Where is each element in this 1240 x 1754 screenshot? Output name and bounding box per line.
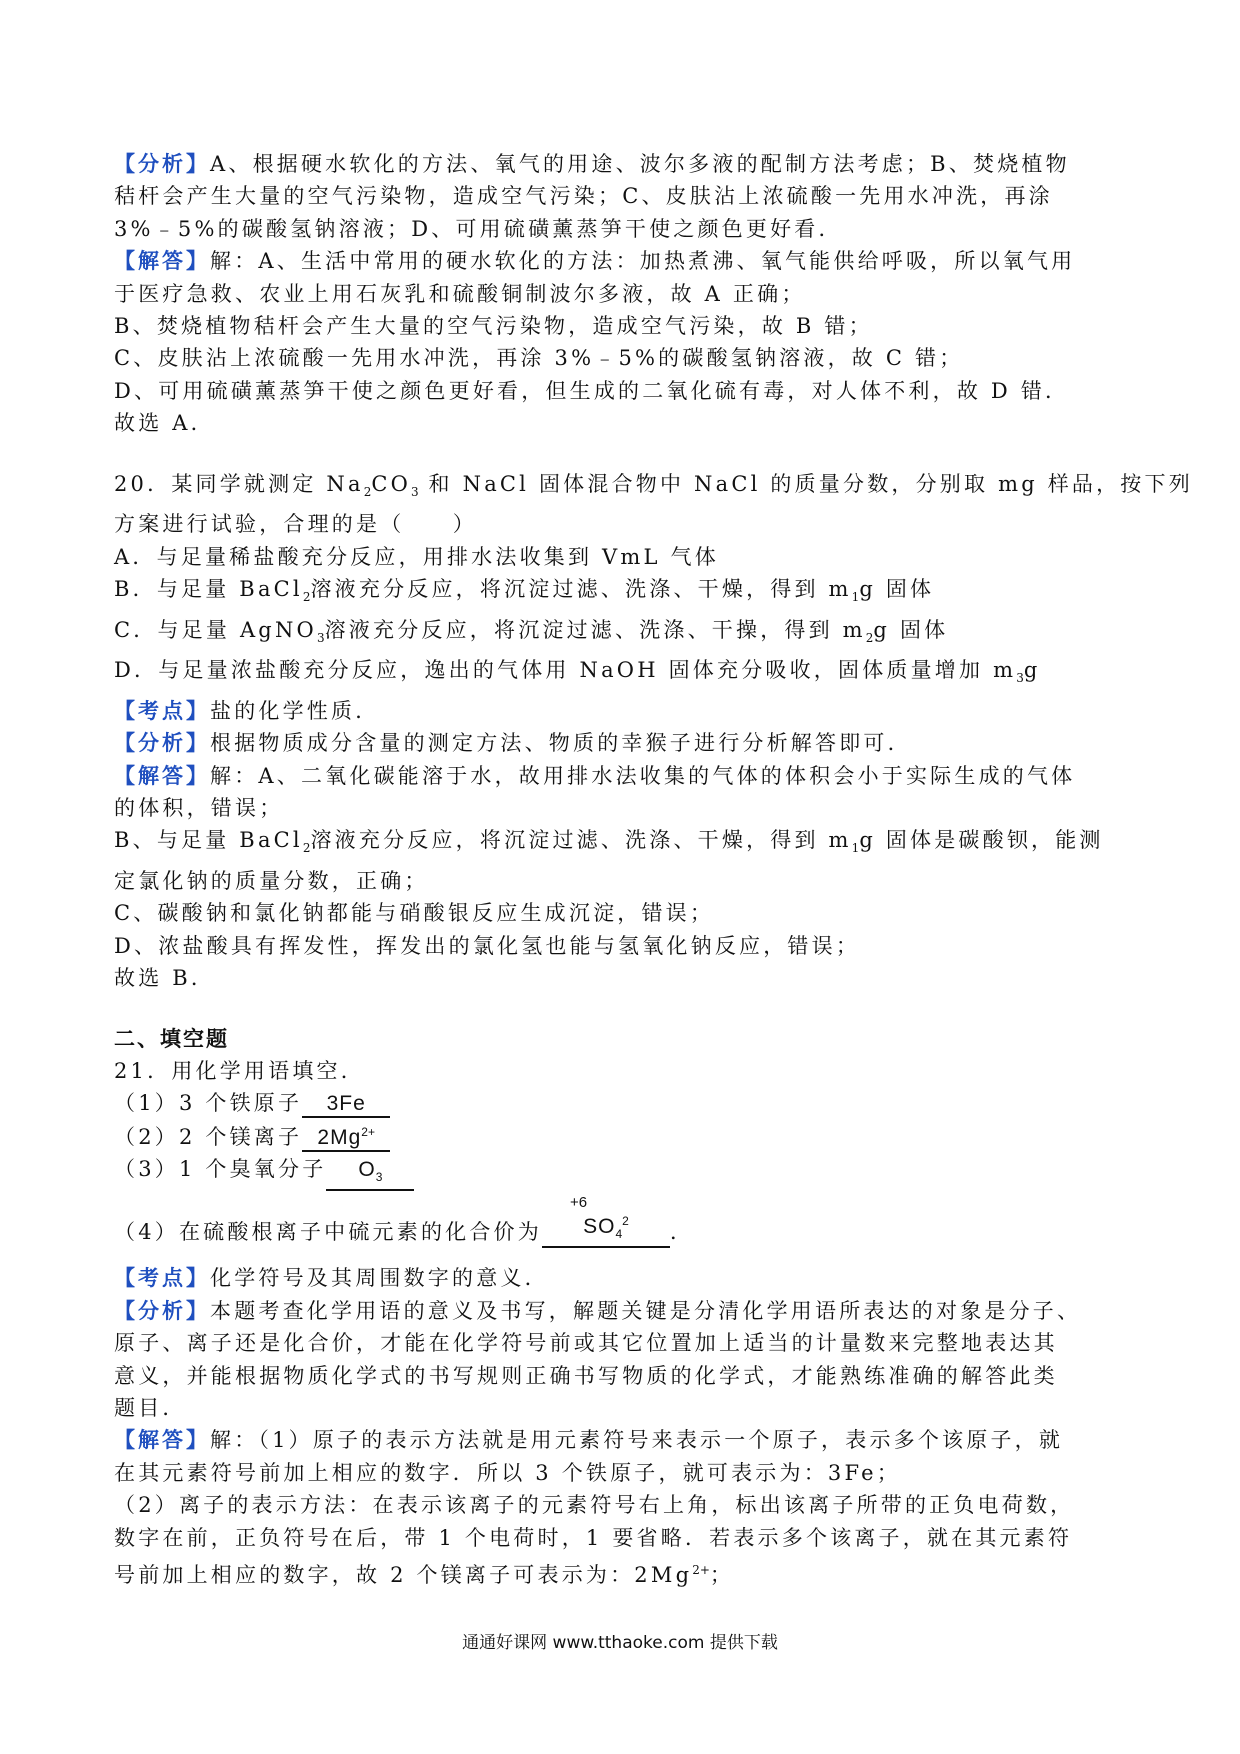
answer-text: O [358,1157,376,1181]
item-label: （4）在硫酸根离子中硫元素的化合价为 [114,1219,542,1244]
subscript: 4 [615,1227,623,1242]
answer-text: 2Mg [317,1125,362,1149]
point-tag: 【考点】 [114,1265,210,1291]
q20-point-line [114,695,1134,727]
option-text: g 固体 [873,617,949,642]
q21-item-4 [114,1194,1134,1248]
q20-solution-line-2: 的体积，错误； [114,796,284,821]
valence-formula [542,1194,670,1248]
spacer [114,440,1134,468]
q20-solution-text-1: 解：A、二氧化碳能溶于水，故用排水法收集的气体的体积会小于实际生成的气体 [210,763,1076,788]
q20-solution-line-1 [114,760,1134,792]
item-label: （1）3 个铁原子 [114,1091,303,1116]
q21-solution-line-4: 数字在前，正负符号在后，带 1 个电荷时，1 要省略．若表示多个该离子，就在其元素符 [114,1525,1073,1550]
q20-stem-text: CO [371,471,412,496]
subscript: 3 [411,484,419,499]
subscript: 2 [865,630,874,645]
q21-item-2 [114,1120,1134,1153]
q20-point-text: 盐的化学性质． [210,698,380,723]
solution-text: ； [709,1562,735,1587]
q21-point-line [114,1262,1134,1294]
q21-analysis-line-3: 意义，并能根据物质化学式的书写规则正确书写物质的化学式，才能熟练准确的解答此类 [114,1363,1058,1388]
q20-analysis-text: 根据物质成分含量的测定方法、物质的幸猴子进行分析解答即可． [210,731,912,756]
footer-credit: 通通好课网 www.tthaoke.com 提供下载 [462,1633,778,1653]
q21-solution-line-1 [114,1424,1134,1456]
q21-analysis-line-4: 题目． [114,1395,187,1420]
subscript: 1 [851,841,860,856]
q19-solution-line-4: C、皮肤沾上浓硫酸一先用水冲洗，再涂 3%﹣5%的碳酸氢钠溶液，故 C 错； [114,346,964,371]
option-text: B．与足量 BaCl [114,577,303,602]
superscript: 2+ [361,1124,375,1139]
solution-text: B、与足量 BaCl [114,828,303,853]
q20-stem-text: 和 NaCl 固体混合物中 NaCl 的质量分数，分别取 mg 样品，按下列 [418,471,1193,496]
answer-blank [326,1158,414,1191]
answer-blank [302,1120,390,1152]
document-page [114,148,1193,1591]
q21-solution-line-3: （2）离子的表示方法：在表示该离子的元素符号右上角，标出该离子所带的正负电荷数， [114,1493,1075,1518]
answer-blank: 3Fe [302,1092,390,1118]
option-text: C．与足量 AgNO [114,617,317,642]
q21-stem: 21．用化学用语填空． [114,1058,365,1083]
q21-analysis-text-1: 本题考查化学用语的意义及书写，解题关键是分清化学用语所表达的对象是分子、 [210,1298,1082,1323]
item-label: （2）2 个镁离子 [114,1124,303,1149]
q20-stem-line-1 [114,468,1193,509]
q19-analysis-line-1 [114,148,1134,180]
q19-solution-line-2: 于医疗急救、农业上用石灰乳和硫酸铜制波尔多液，故 A 正确； [114,281,806,306]
analysis-tag: 【分析】 [114,151,210,176]
option-text: g 固体 [859,577,935,602]
q20-solution-line-6: D、浓盐酸具有挥发性，挥发出的氯化氢也能与氢氧化钠反应，错误； [114,933,861,958]
q20-solution-line-5: C、碳酸钠和氯化钠都能与硝酸银反应生成沉淀，错误； [114,901,715,926]
solution-text: 溶液充分反应，将沉淀过滤、洗涤、干燥，得到 m [310,828,852,853]
item-label: （3）1 个臭氧分子 [114,1156,327,1181]
spacer [114,1248,1134,1262]
superscript: 2 [622,1214,629,1229]
option-text: D．与足量浓盐酸充分反应，逸出的气体用 NaOH 固体充分吸收，固体质量增加 m [114,658,1017,683]
subscript: 1 [851,590,860,605]
q20-option-b [114,573,1134,614]
solution-text: 号前加上相应的数字，故 2 个镁离子可表示为：2Mg [114,1562,693,1587]
option-text: g [1023,658,1041,683]
subscript: 3 [1016,671,1024,686]
q19-solution-line-3: B、焚烧植物秸杆会产生大量的空气污染物，造成空气污染，故 B 错； [114,314,873,339]
option-text: 溶液充分反应，将沉淀过滤、洗涤、干燥，得到 m [310,577,852,602]
q21-solution-line-2: 在其元素符号前加上相应的数字．所以 3 个铁原子，就可表示为：3Fe； [114,1460,901,1485]
q21-solution-text-1: 解：（1）原子的表示方法就是用元素符号来表示一个原子，表示多个该原子，就 [210,1428,1064,1453]
subscript: 3 [316,630,325,645]
solution-text: g 固体是碳酸钡，能测 [859,828,1104,853]
section-title: 二、填空题 [114,1026,229,1051]
q20-option-a: A．与足量稀盐酸充分反应，用排水法收集到 VmL 气体 [114,544,719,569]
analysis-tag: 【分析】 [114,1297,210,1323]
answer-blank [542,1209,670,1248]
solution-tag: 【解答】 [114,1427,210,1453]
q19-analysis-line-3: 3%﹣5%的碳酸氢钠溶液；D、可用硫磺薰蒸笋干使之颜色更好看． [114,216,843,241]
solution-tag: 【解答】 [114,248,210,274]
q19-solution-line-5: D、可用硫磺薰蒸笋干使之颜色更好看，但生成的二氧化硫有毒，对人体不利，故 D 错． [114,378,1070,403]
q20-option-d [114,654,1134,695]
option-text: 溶液充分反应，将沉淀过滤、洗涤、干操，得到 m [324,617,866,642]
subscript: 2 [302,590,311,605]
q21-item-1 [114,1087,1134,1119]
q21-point-text: 化学符号及其周围数字的意义． [210,1266,549,1291]
q20-solution-line-7: 故选 B． [114,966,216,991]
period: ． [669,1219,695,1244]
spacer [114,995,1134,1023]
q20-solution-line-4: 定氯化钠的质量分数，正确； [114,869,429,894]
valence-number: +6 [569,1194,588,1212]
q21-analysis-line-1 [114,1295,1134,1327]
q21-item-3 [114,1153,1134,1191]
q19-solution-text-1: 解：A、生活中常用的硬水软化的方法：加热煮沸、氧气能供给呼吸，所以氧气用 [210,249,1076,274]
q20-stem-line-2: 方案进行试验，合理的是（ ） [114,512,477,537]
analysis-tag: 【分析】 [114,730,210,756]
q19-solution-line-1 [114,245,1134,277]
subscript: 2 [302,841,311,856]
q20-analysis-line [114,727,1134,759]
subscript: 2 [363,484,372,499]
q21-solution-line-5 [114,1554,1134,1591]
point-tag: 【考点】 [114,697,210,723]
q20-option-c [114,614,1134,655]
q21-analysis-line-2: 原子、离子还是化合价，才能在化学符号前或其它位置加上适当的计量数来完整地表达其 [114,1331,1058,1356]
solution-tag: 【解答】 [114,762,210,788]
q20-solution-line-3 [114,824,1134,865]
answer-text: SO [583,1215,616,1239]
q19-solution-line-6: 故选 A． [114,411,215,436]
q19-analysis-line-2: 秸杆会产生大量的空气污染物，造成空气污染；C、皮肤沾上浓硫酸一先用水冲洗，再涂 [114,184,1053,209]
q20-stem-text: 20．某同学就测定 Na [114,471,364,496]
q19-analysis-text-1: A、根据硬水软化的方法、氧气的用途、波尔多液的配制方法考虑；B、焚烧植物 [210,152,1070,176]
subscript: 3 [375,1170,383,1185]
superscript: 2+ [692,1562,710,1577]
